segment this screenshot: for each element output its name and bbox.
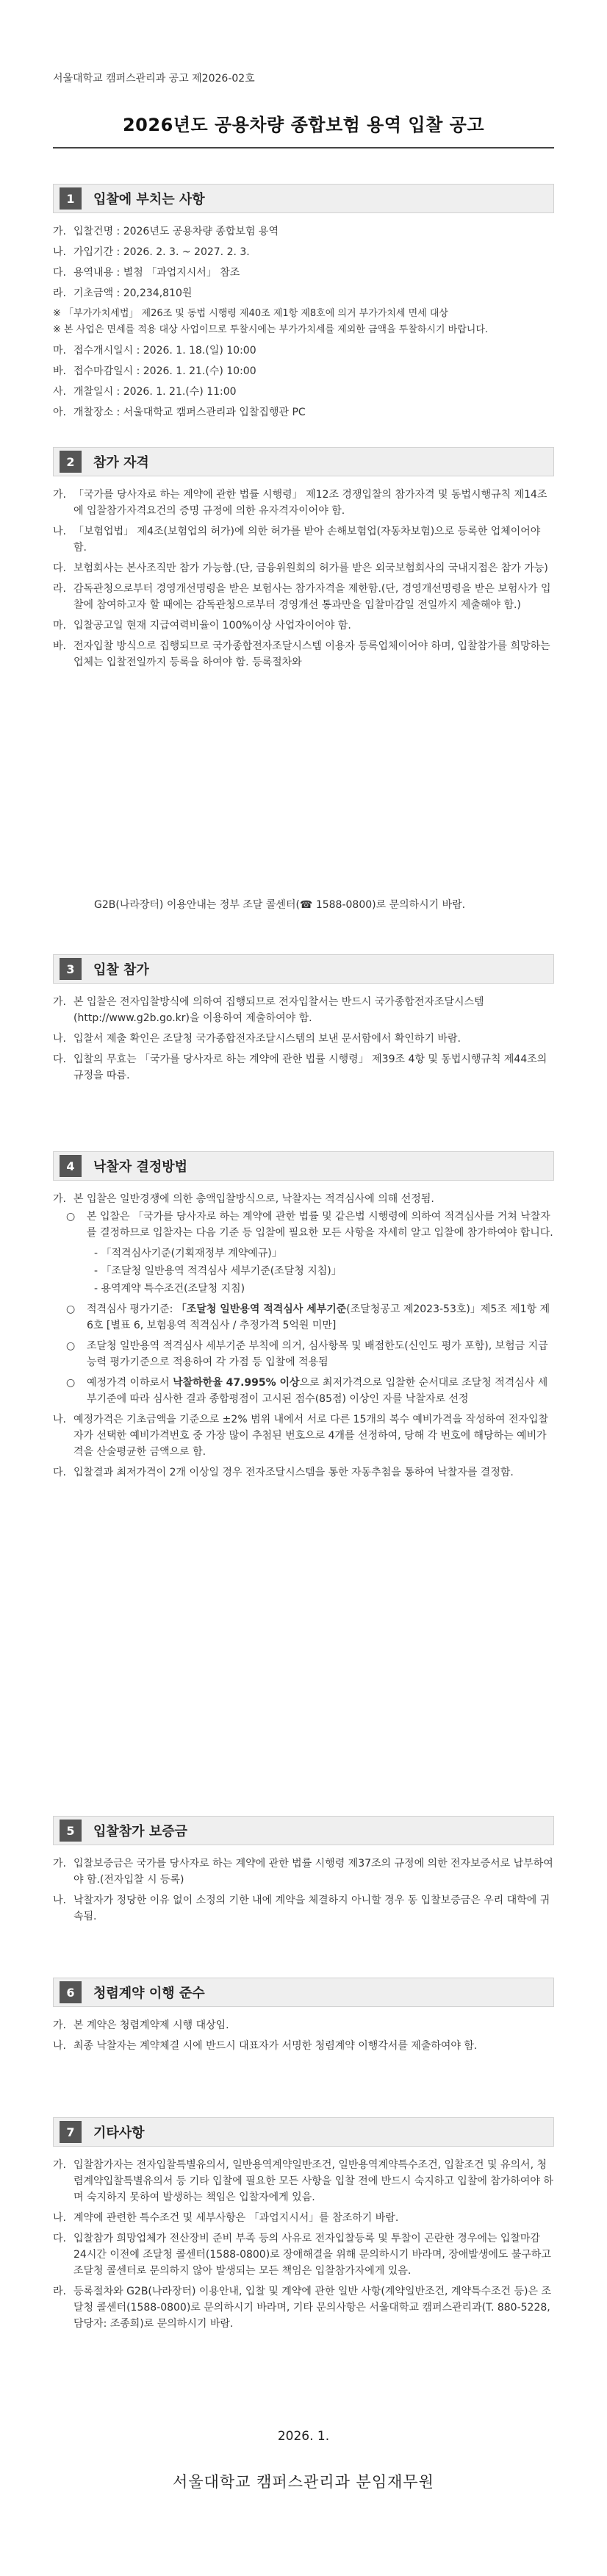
- list-item: 가. 입찰보증금은 국가를 당사자로 하는 계약에 관한 법률 시행령 제37조의 규정에 의한 전자보증서로 납부하여야 함.(전자입찰 시 등록): [53, 1858, 553, 1886]
- list-item: 바. 접수마감일시 : 2026. 1. 21.(수) 10:00: [53, 365, 256, 377]
- list-item: 나. 입찰서 제출 확인은 조달청 국가종합전자조달시스템의 보낸 문서함에서 확인하기 바람.: [53, 1033, 461, 1045]
- list-item: 다. 보험회사는 본사조직만 참가 가능함.(단, 금융위원회의 허가를 받은 외국보험회사의 국내지점은 참가 가능): [53, 562, 548, 574]
- section-2: [53, 447, 554, 675]
- section-title: 기타사항: [93, 2125, 145, 2141]
- continuation-line: G2B(나라장터) 이용안내는 정부 조달 콜센터(☎ 1588-0800)로 문의하시기 바람.: [94, 899, 466, 911]
- list-item: 마. 입찰공고일 현재 지급여력비율이 100%이상 사업자이어야 함.: [53, 620, 351, 632]
- bullet-item: ○ 조달청 일반용역 적격심사 세부기준 부칙에 의거, 심사항목 및 배점한도(신인도 평가 포함), 보험금 지급능력 평가기준으로 적용하여 각 가점 등 입찰에 적용됨: [66, 1340, 548, 1368]
- section-header: [53, 954, 554, 984]
- list-item: 가. 본 입찰은 전자입찰방식에 의하여 집행되므로 전자입찰서는 반드시 국가종합전자조달시스템(http://www.g2b.go.kr)을 이용하여 제출하여야 함.: [53, 996, 484, 1024]
- note-line: ※ 「부가가치세법」 제26조 및 동법 시행령 제40조 제1항 제8호에 의거 부가가치세 면세 대상: [53, 308, 448, 319]
- section-number: 7: [60, 2121, 82, 2143]
- notice-number: 서울대학교 캠퍼스관리과 공고 제2026-02호: [53, 73, 255, 85]
- section-title: 입찰 참가: [93, 962, 149, 978]
- list-item: 나. 가입기간 : 2026. 2. 3. ~ 2027. 2. 3.: [53, 246, 250, 258]
- dash-item: - 「적격심사기준(기획재정부 계약예규)」: [94, 1248, 282, 1259]
- section-title: 입찰에 부치는 사항: [93, 192, 205, 207]
- section-number: 2: [60, 451, 82, 473]
- bullet-item: ○ 예정가격 이하로서 낙찰하한율 47.995% 이상으로 최저가격으로 입찰한 순서대로 조달청 적격심사 세부기준에 따라 심사한 결과 종합평점이 고시된 점수(85점) 이상인 자를 낙찰자로 선정: [66, 1377, 548, 1405]
- section-number: 4: [60, 1155, 82, 1177]
- section-title: 입찰참가 보증금: [93, 1824, 187, 1839]
- list-item: 다. 입찰참가 희망업체가 전산장비 준비 부족 등의 사유로 전자입찰등록 및 투찰이 곤란한 경우에는 입찰마감 24시간 이전에 조달청 콜센터(1588-0800)로 장애해결을 위해 문의하시기 바라며, 장애발생에도 불구하고 조달청 콜센터로 문의하지 않아 발생되는 모든 책임은 입찰참가자에게 있음.: [53, 2233, 551, 2277]
- list-item: 다. 용역내용 : 별첨 「과업지시서」 참조: [53, 267, 240, 279]
- list-item: 라. 감독관청으로부터 경영개선명령을 받은 보험사는 참가자격을 제한함.(단, 경영개선명령을 받은 보험사가 입찰에 참여하고자 할 때에는 감독관청으로부터 경영개선 통과만을 입찰마감일 전일까지 제출해야 함.): [53, 583, 551, 611]
- title-divider: [53, 147, 554, 149]
- dash-item: - 「조달청 일반용역 적격심사 세부기준(조달청 지침)」: [94, 1265, 342, 1277]
- notice-date: 2026. 1.: [277, 2429, 330, 2444]
- dash-item: - 용역계약 특수조건(조달청 지침): [94, 1283, 245, 1295]
- list-item: 나. 계약에 관련한 특수조건 및 세부사항은 「과업지시서」를 참조하기 바람.: [53, 2212, 399, 2224]
- list-item: 나. 「보험업법」 제4조(보험업의 허가)에 의한 허가를 받아 손해보험업(자동차보험)으로 등록한 업체이어야 함.: [53, 526, 541, 554]
- section-number: 5: [60, 1820, 82, 1842]
- list-item: 아. 개찰장소 : 서울대학교 캠퍼스관리과 입찰집행관 PC: [53, 407, 306, 418]
- list-item: 가. 입찰참가자는 전자입찰특별유의서, 일반용역계약일반조건, 일반용역계약특수조건, 입찰조건 및 유의서, 청렴계약입찰특별유의서 등 기타 입찰에 필요한 모든 사항을 입찰 전에 반드시 숙지하고 입찰에 참가하여야 하며 숙지하지 못하여 발생하는 책임은 입찰자에게 있음.: [53, 2159, 553, 2203]
- list-item: 나. 예정가격은 기초금액을 기준으로 ±2% 범위 내에서 서로 다른 15개의 복수 예비가격을 작성하여 전자입찰자가 선택한 예비가격번호 중 가장 많이 추첨된 번호으로 4개를 선정하여, 당해 각 번호에 해당하는 예비가격을 산술평균한 금액으로 함.: [53, 1414, 549, 1458]
- section-header: [53, 184, 554, 213]
- list-item: 가. 「국가를 당사자로 하는 계약에 관한 법률 시행령」 제12조 경쟁입찰의 참가자격 및 동법시행규칙 제14조에 입찰참가자격요건의 증명 규정에 의한 유자격자이어야 함.: [53, 489, 547, 517]
- section-number: 3: [60, 958, 82, 980]
- section-title: 청렴계약 이행 준수: [93, 1986, 205, 2001]
- section-7: [53, 2117, 554, 2336]
- section-6: [53, 1978, 554, 2058]
- list-item: 나. 최종 낙찰자는 계약체결 시에 반드시 대표자가 서명한 청렴계약 이행각서를 제출하여야 함.: [53, 2040, 478, 2052]
- note-line: ※ 본 사업은 면세를 적용 대상 사업이므로 투찰시에는 부가가치세를 제외한 금액을 투찰하시기 바랍니다.: [53, 324, 489, 335]
- list-item: 라. 등록절차와 G2B(나라장터) 이용안내, 입찰 및 계약에 관한 일반 사항(계약일반조건, 계약특수조건 등)은 조달청 콜센터(1588-0800)로 문의하시기 바라며, 기타 문의사항은 서울대학교 캠퍼스관리과(T. 880-5228, 담당자: 조종희)로 문의하시기 바람.: [53, 2286, 552, 2330]
- section-title: 참가 자격: [93, 455, 149, 471]
- list-item: 바. 전자입찰 방식으로 집행되므로 국가종합전자조달시스템 이용자 등록업체이어야 하며, 입찰참가를 희망하는 업체는 입찰전일까지 등록을 하여야 함. 등록절차와: [53, 640, 550, 668]
- list-item: 사. 개찰일시 : 2026. 1. 21.(수) 11:00: [53, 386, 237, 398]
- section-header: [53, 447, 554, 476]
- section-header: [53, 1978, 554, 2007]
- section-4: [53, 1151, 554, 1485]
- section-number: 6: [60, 1981, 82, 2003]
- list-item: 다. 입찰의 무효는 「국가를 당사자로 하는 계약에 관한 법률 시행령」 제39조 4항 및 동법시행규칙 제44조의 규정을 따름.: [53, 1053, 547, 1081]
- section-header: [53, 2117, 554, 2147]
- section-1: [53, 184, 554, 425]
- section-3: [53, 954, 554, 1088]
- section-title: 낙찰자 결정방법: [93, 1159, 187, 1175]
- list-item: 가. 입찰건명 : 2026년도 공용차량 종합보험 용역: [53, 226, 279, 237]
- section-header: [53, 1816, 554, 1845]
- list-item: 나. 낙찰자가 정당한 이유 없이 소정의 기한 내에 계약을 체결하지 아니할 경우 동 입찰보증금은 우리 대학에 귀속됨.: [53, 1895, 550, 1922]
- page-title: 2026년도 공용차량 종합보험 용역 입찰 공고: [122, 115, 485, 135]
- list-item: 다. 입찰결과 최저가격이 2개 이상일 경우 전자조달시스템을 통한 자동추첨을 통하여 낙찰자를 결정함.: [53, 1467, 514, 1478]
- list-item: 가. 본 입찰은 일반경쟁에 의한 총액입찰방식으로, 낙찰자는 적격심사에 의해 선정됨.: [53, 1193, 434, 1205]
- section-header: [53, 1151, 554, 1181]
- section-number: 1: [60, 187, 82, 210]
- list-item: 가. 본 계약은 청렴계약제 시행 대상임.: [53, 2019, 229, 2031]
- list-item: 라. 기초금액 : 20,234,810원: [53, 287, 193, 299]
- section-5: [53, 1816, 554, 1929]
- issuing-organization: 서울대학교 캠퍼스관리과 분임재무원: [173, 2473, 434, 2491]
- bullet-item: ○ 적격심사 평가기준: 「조달청 일반용역 적격심사 세부기준(조달청공고 제2023-53호)」제5조 제1항 제6호 [별표 6, 보험용역 적격심사 / 추정가격 5억원 미만]: [66, 1303, 550, 1331]
- list-item: 마. 접수개시일시 : 2026. 1. 18.(일) 10:00: [53, 345, 256, 357]
- bullet-item: ○ 본 입찰은 「국가를 당사자로 하는 계약에 관한 법률 및 같은법 시행령에 의하여 적격심사를 거쳐 낙찰자를 결정하므로 입찰자는 다음 기준 등 입찰에 필요한 모든 사항을 자세히 알고 입찰에 참가하여야 합니다.: [66, 1211, 553, 1239]
